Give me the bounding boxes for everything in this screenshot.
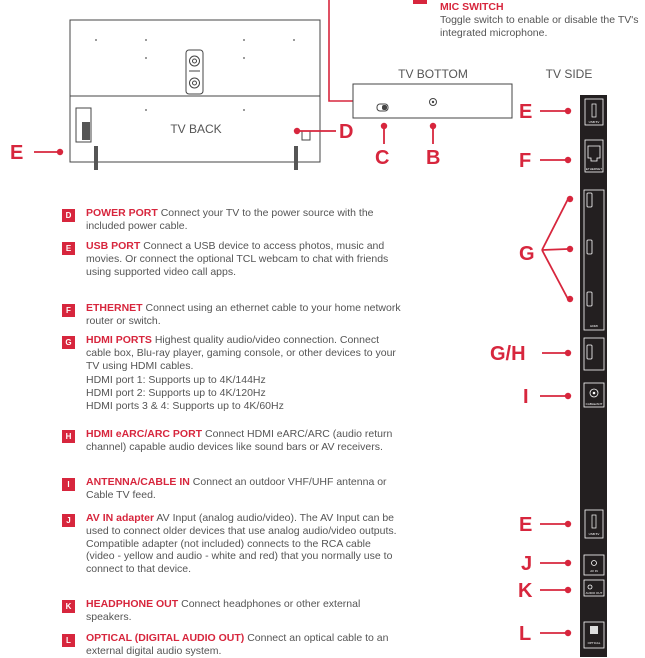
hdmi-port-spec: HDMI port 2: Supports up to 4K/120Hz (86, 387, 266, 400)
audio-out-label: AUDIO OUT (585, 591, 603, 595)
callout-e-side-bottom: E (519, 514, 533, 536)
tv-bottom-caption: TV BOTTOM (398, 67, 468, 81)
legend-badge: J (62, 514, 75, 527)
tv-stand-right (294, 146, 298, 170)
callout-g: G (519, 243, 535, 265)
legend-desc: Connect your TV to the power source with the included power cable. (86, 207, 374, 232)
optical-label: OPTICAL (587, 641, 601, 645)
power-port-graphic (302, 131, 310, 140)
tv-side-caption: TV SIDE (545, 67, 593, 81)
legend-badge: H (62, 430, 75, 443)
legend-desc: Connect an optical cable to an external digital audio system. (86, 632, 389, 657)
mic-switch-marker (413, 0, 427, 4)
callout-j: J (521, 553, 533, 575)
legend-title: HEADPHONE OUT (86, 598, 179, 610)
tv-bottom (353, 67, 512, 118)
legend-badge: L (62, 634, 75, 647)
hdmi-port-spec: HDMI ports 3 & 4: Supports up to 4K/60Hz (86, 399, 284, 412)
hdmi-logo: HDMI (590, 324, 598, 328)
mic-switch-title: MIC SWITCH (440, 1, 504, 13)
legend-title: ETHERNET (86, 302, 143, 314)
legend-badge: G (62, 336, 75, 349)
ethernet-port-label: ETHERNET (585, 167, 603, 171)
callout-l: L (519, 623, 532, 645)
av-in-label: AV IN (590, 569, 598, 573)
legend-desc: Connect HDMI eARC/ARC (audio return channel) capable audio devices like sound bars or AV receivers. (86, 428, 393, 453)
legend-desc: Connect an outdoor VHF/UHF antenna or Cable TV feed. (86, 476, 387, 501)
tv-back-caption: TV BACK (170, 122, 222, 136)
speaker-panel (186, 50, 203, 94)
callout-i: I (523, 386, 529, 408)
legend-badge: E (62, 242, 75, 255)
callout-gh: G/H (490, 343, 526, 365)
legend-desc: Connect headphones or other external speakers. (86, 598, 361, 623)
callout-e-back: E (10, 142, 24, 164)
callout-e-side-top: E (519, 101, 533, 123)
usb-top-label: USB 5V (588, 120, 600, 124)
legend-title: HDMI eARC/ARC PORT (86, 428, 203, 440)
legend-badge: K (62, 600, 75, 613)
legend-badge: D (62, 209, 75, 222)
legend-title: ANTENNA/CABLE IN (86, 476, 190, 488)
legend-title: POWER PORT (86, 207, 158, 219)
legend-title: HDMI PORTS (86, 334, 152, 346)
callout-c: C (375, 147, 390, 169)
callout-k: K (518, 580, 533, 602)
legend-desc: AV Input (analog audio/video). The AV Input can be used to connect older devices that use analog audio/video outputs. Compatible adapter (not included) connects to the RCA cable (video - yellow and audio - white and red) that you normally use to connect to that device. (86, 512, 397, 576)
legend-desc: Connect using an ethernet cable to your home network router or switch. (86, 302, 401, 327)
callout-f: F (519, 150, 532, 172)
legend-title: OPTICAL (DIGITAL AUDIO OUT) (86, 632, 245, 644)
legend-title: AV IN adapter (86, 512, 155, 524)
cable-ant-label: CABLE/ANT (585, 402, 603, 406)
legend-title: USB PORT (86, 240, 141, 252)
tv-stand-left (94, 146, 98, 170)
hdmi-port-spec: HDMI port 1: Supports up to 4K/144Hz (86, 374, 266, 387)
callout-d: D (339, 121, 354, 143)
mic-switch-description: Toggle switch to enable or disable the TV's integrated microphone. (440, 14, 639, 39)
tv-side-panel (580, 95, 607, 657)
mic-leader-line (329, 0, 353, 101)
usb-bottom-label: USB 5V (588, 532, 600, 536)
legend-badge: F (62, 304, 75, 317)
tv-back (70, 20, 320, 170)
legend-badge: I (62, 478, 75, 491)
legend-desc: Connect a USB device to access photos, music and movies. Or connect the optional TCL webcam to chat with friends using supported video call apps. (86, 240, 389, 278)
legend-desc: Highest quality audio/video connection. Connect cable box, Blu-ray player, gaming console, or other devices to your TV using HDMI cables. (86, 334, 396, 372)
callout-b: B (426, 147, 441, 169)
